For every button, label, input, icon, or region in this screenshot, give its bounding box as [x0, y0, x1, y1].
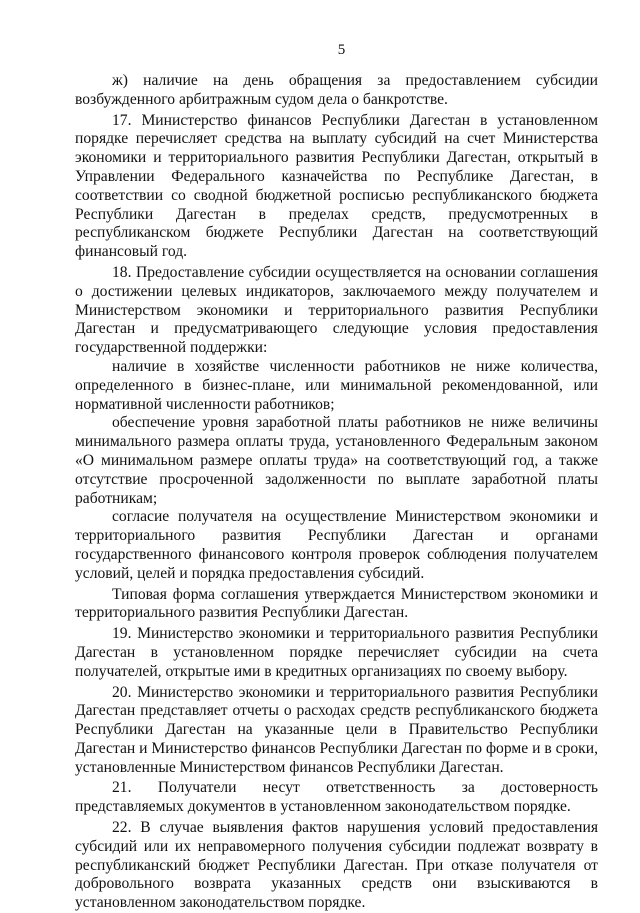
document-body: [75, 72, 598, 913]
paragraph-18: 18. Предоставление субсидии осуществляется на основании соглашения о достижении целевых индикаторов, заключаемого между получателем и Министерством экономики и территориального развития Республики Дагестан и предусматривающего следующие условия предоставления государственной поддержки:: [75, 263, 598, 357]
paragraph-agreement-form: Типовая форма соглашения утверждается Министерством экономики и территориального развития Республики Дагестан.: [75, 585, 598, 622]
page-number: 5: [337, 42, 346, 58]
paragraph-18-condition-staff: наличие в хозяйстве численности работников не ниже количества, определенного в бизнес-плане, или минимальной рекомендованной, или нормативной численности работников;: [75, 357, 598, 413]
paragraph-22: 22. В случае выявления фактов нарушения условий предоставления субсидий или их неправомерного получения субсидии подлежат возврату в республиканский бюджет Республики Дагестан. При отказе получателя от добровольного возврата указанных средств они взыскиваются в установленном законодательством порядке.: [75, 819, 598, 912]
paragraph-18-condition-consent: согласие получателя на осуществление Министерством экономики и территориального развития Республики Дагестан и органами государственного финансового контроля проверок соблюдения получателем условий, целей и порядка предоставления субсидий.: [75, 508, 598, 582]
paragraph-20: 20. Министерство экономики и территориального развития Республики Дагестан представляет отчеты о расходах средств республиканского бюджета Республики Дагестан на указанные цели в Правительство Республики Дагестан и Министерство финансов Республики Дагестан по форме и в сроки, установленные Министерством финансов Республики Дагестан.: [75, 683, 598, 776]
paragraph-18-condition-wages: обеспечение уровня заработной платы работников не ниже величины минимального размера оплаты труда, установленного Федеральным законом «О минимальном размере оплаты труда» на соответствующий год, а также отсутствие просроченной задолженности по выплате заработной платы работникам;: [75, 414, 598, 507]
paragraph-17: 17. Министерство финансов Республики Дагестан в установленном порядке перечисляет средства на выплату субсидий на счет Министерства экономики и территориального развития Республики Дагестан, открытый в Управлении Федерального казначейства по Республике Дагестан, в соответствии со сводной бюджетной росписью республиканского бюджета Республики Дагестан в пределах средств, предусмотренных в республиканском бюджете Республики Дагестан на соответствующий финансовый год.: [75, 111, 598, 261]
paragraph-item-zh: ж) наличие на день обращения за предоставлением субсидии возбужденного арбитражным судом дела о банкротстве.: [75, 72, 598, 108]
paragraph-19: 19. Министерство экономики и территориального развития Республики Дагестан в установленном порядке перечисляет субсидии на счета получателей, открытые ими в кредитных организациях по своему выбору.: [75, 625, 598, 680]
paragraph-21: 21. Получатели несут ответственность за достоверность представляемых документов в установленном законодательством порядке.: [75, 779, 598, 816]
